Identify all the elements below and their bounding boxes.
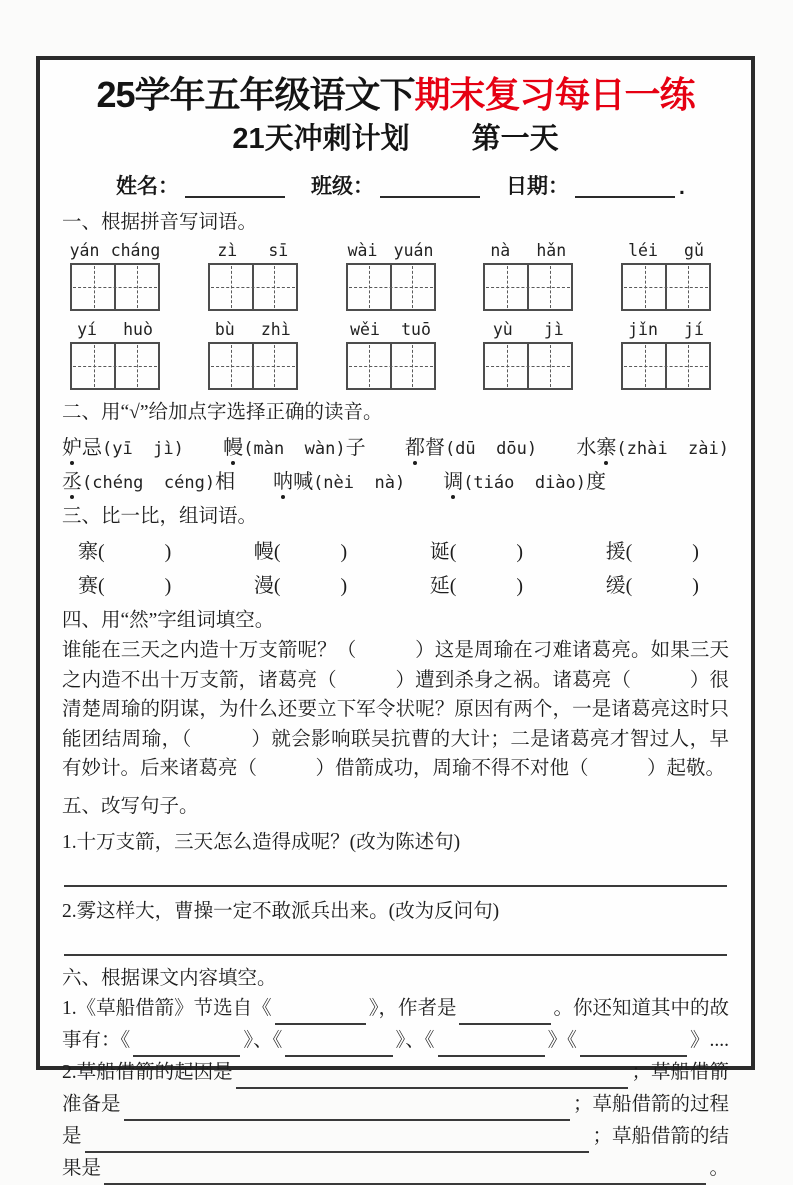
fill-text: 1.《草船借箭》节选自《 (62, 997, 272, 1019)
hanzi-char: 幔 (253, 541, 274, 564)
paren-open: ( (625, 575, 633, 598)
paren-close: ) (340, 575, 348, 598)
trailing-period: . (679, 176, 685, 200)
answer-line-1[interactable] (64, 884, 727, 887)
pinyin-syllable: jí (684, 319, 704, 339)
pinyin-options: (yī jì) (102, 438, 184, 459)
fill-blank[interactable] (133, 1031, 240, 1057)
name-blank[interactable] (185, 174, 285, 198)
section-5 (62, 794, 729, 956)
word-compare-item (254, 569, 347, 598)
pronunciation-item[interactable] (405, 431, 537, 460)
hanzi-char: 赛 (78, 575, 98, 598)
subtitle-plan-text: 21天冲刺计划 (232, 123, 410, 156)
fill-in-paragraph[interactable]: 谁能在三天之内造十万支箭呢？（ ）这是周瑜在刁难诸葛亮。如果三天之内造不出十万支箭，诸葛亮（ ）遭到杀身之祸。诸葛亮（ ）很清楚周瑜的阴谋，为什么还要立下军令状呢？原因有两个，一是诸葛亮这时只能团结周瑜，（ ）就会影响联吴抗曹的大计；二是诸葛亮才智过人，早有妙计。后来诸葛亮（ ）借箭成功，周瑜不得不对他（ ）起敬。 (62, 640, 729, 780)
hanzi-char: 诞 (429, 541, 450, 564)
section-6-heading: 六、根据课文内容填空。 (62, 968, 277, 990)
pinyin-syllable: jì (543, 319, 564, 339)
hanzi-char: 丞 (62, 465, 82, 494)
paren-close: ) (692, 541, 699, 564)
fill-text: 》、《 (395, 1029, 435, 1051)
pronunciation-item[interactable] (62, 431, 184, 460)
pinyin-label (477, 241, 579, 260)
fill-blank[interactable] (438, 1031, 545, 1057)
title-black-text: 25学年五年级语文下 (96, 74, 415, 115)
pinyin-syllable: sī (268, 240, 289, 260)
pronunciation-item[interactable] (576, 431, 729, 460)
worksheet-page (36, 56, 755, 1179)
fill-blank[interactable] (124, 1095, 570, 1121)
fill-blank[interactable] (459, 999, 550, 1025)
fill-text: 》、《 (243, 1029, 283, 1051)
pinyin-word (340, 320, 442, 390)
pinyin-syllable: wài (347, 240, 378, 260)
grid-line (486, 287, 570, 288)
pinyin-syllable: jǐn (628, 319, 658, 339)
pinyin-word (340, 241, 442, 311)
hanzi-char: 寨 (596, 431, 616, 460)
paren-open: ( (273, 575, 281, 598)
pinyin-syllable: yí (77, 319, 97, 339)
class-label: 班级： (311, 175, 374, 199)
grid-line (211, 287, 295, 288)
pinyin-word (477, 320, 579, 390)
paren-open: ( (98, 575, 105, 598)
hanzi-char: 喊 (293, 470, 314, 493)
fill-text: ；草船借箭的过程 (572, 1093, 729, 1115)
pinyin-options: (tiáo diào) (463, 472, 587, 493)
word-compare-item (254, 535, 347, 564)
pinyin-options: (chéng céng) (82, 472, 216, 493)
fill-text: 》《 (547, 1029, 577, 1051)
pronunciation-choice-area (62, 431, 729, 494)
subtitle-day-text: 第一天 (471, 123, 559, 156)
fill-text: 果是 (62, 1157, 102, 1179)
hanzi-char: 都 (405, 431, 425, 460)
fill-line (62, 1089, 729, 1121)
grid-line (486, 366, 570, 367)
grid-line (73, 287, 157, 288)
fill-text: 》.... (690, 1029, 730, 1051)
pinyin-syllable: zì (217, 240, 238, 260)
fill-text: ；草船借箭的结 (592, 1125, 729, 1147)
answer-line-2[interactable] (64, 953, 727, 956)
writing-box[interactable] (70, 263, 160, 311)
hanzi-char: 幔 (223, 431, 243, 460)
pinyin-word (64, 241, 166, 311)
pinyin-syllable: tuō (401, 319, 431, 339)
hanzi-char: 缓 (605, 575, 626, 598)
fill-text: 。 (709, 1157, 729, 1179)
pinyin-syllable: yù (492, 319, 513, 339)
date-blank[interactable] (575, 174, 675, 198)
hanzi-char: 呐 (273, 465, 293, 494)
grid-line (73, 366, 157, 367)
fill-blank[interactable] (236, 1063, 629, 1089)
section-1 (62, 210, 729, 389)
section-6 (62, 966, 729, 1184)
pinyin-word (477, 241, 579, 311)
pronunciation-item[interactable] (223, 431, 365, 460)
pinyin-label (615, 320, 717, 339)
fill-line (62, 993, 729, 1025)
paren-open: ( (625, 541, 633, 564)
pinyin-syllable: yuán (393, 240, 434, 260)
fill-blank[interactable] (85, 1127, 590, 1153)
fill-line (62, 1121, 729, 1153)
pronunciation-line (62, 431, 729, 460)
writing-box[interactable] (346, 342, 436, 390)
title-red-text: 期末复习每日一练 (414, 74, 695, 115)
class-blank[interactable] (380, 174, 480, 198)
paren-close: ) (692, 575, 699, 598)
pinyin-syllable: léi (628, 240, 658, 260)
writing-box[interactable] (346, 263, 436, 311)
pinyin-options: (zhài zài) (616, 438, 729, 459)
fill-blank[interactable] (275, 999, 366, 1025)
pronunciation-line (62, 465, 729, 494)
section-2-heading: 二、用“√”给加点字选择正确的读音。 (62, 401, 383, 423)
section-2 (62, 400, 729, 494)
section-5-heading: 五、改写句子。 (62, 795, 199, 817)
fill-text: 事有：《 (62, 1029, 131, 1051)
grid-line (349, 287, 433, 288)
section-3 (62, 504, 729, 598)
pinyin-label (202, 241, 304, 260)
pinyin-word (615, 320, 717, 390)
pinyin-syllable: gǔ (684, 240, 704, 260)
pinyin-syllable: cháng (110, 240, 161, 260)
paren-close: ) (164, 541, 172, 564)
pinyin-options: (màn wàn) (243, 438, 346, 459)
pinyin-label (477, 320, 579, 339)
fill-line (62, 1057, 729, 1089)
pinyin-word (202, 320, 304, 390)
hanzi-char: 督 (424, 436, 445, 459)
pinyin-writing-area (62, 241, 729, 390)
pinyin-word (202, 241, 304, 311)
fill-line (62, 1025, 729, 1057)
pronunciation-item[interactable] (273, 465, 405, 494)
fill-text: 2.草船借箭的起因是 (62, 1061, 233, 1083)
hanzi-char: 援 (605, 541, 626, 564)
pinyin-options: (nèi nà) (313, 472, 406, 493)
text-fill-area (62, 993, 729, 1185)
grid-line (624, 366, 708, 367)
grid-line (624, 287, 708, 288)
section-4-heading: 四、用“然”字组词填空。 (62, 610, 275, 632)
pinyin-label (340, 241, 442, 260)
writing-box[interactable] (208, 263, 298, 311)
fill-text: ；草船借箭 (631, 1061, 729, 1083)
word-compare-area (62, 535, 729, 598)
pinyin-syllable: bù (214, 319, 235, 339)
pinyin-syllable: yán (69, 240, 100, 260)
pronunciation-item[interactable] (443, 465, 606, 494)
paren-close: ) (516, 575, 524, 598)
pinyin-label (615, 241, 717, 260)
grid-line (349, 366, 433, 367)
pinyin-row (62, 320, 729, 390)
fill-text: 。你还知道其中的故 (553, 997, 730, 1019)
fill-line (62, 1153, 729, 1185)
fill-text: 准备是 (62, 1093, 121, 1115)
paren-close: ) (340, 541, 348, 564)
word-compare-item (606, 569, 699, 598)
section-1-heading: 一、根据拼音写词语。 (62, 212, 258, 234)
word-compare-item (78, 569, 171, 598)
pronunciation-item[interactable] (62, 465, 235, 494)
rewrite-sentence-2: 2.雾这样大，曹操一定不敢派兵出来。(改为反问句) (62, 901, 500, 923)
pinyin-syllable: wěi (350, 319, 380, 339)
pinyin-word (615, 241, 717, 311)
section-4 (62, 608, 729, 784)
pinyin-options: (dū dōu) (444, 438, 538, 459)
word-compare-row (62, 535, 729, 564)
hanzi-char: 寨 (78, 541, 98, 564)
pinyin-label (340, 320, 442, 339)
rewrite-sentence-1: 1.十万支箭，三天怎么造得成呢？(改为陈述句) (62, 832, 461, 854)
section-3-heading: 三、比一比，组词语。 (62, 505, 258, 527)
writing-box[interactable] (621, 342, 711, 390)
fill-blank[interactable] (285, 1031, 392, 1057)
hanzi-char: 调 (443, 465, 463, 494)
hanzi-char: 度 (586, 470, 607, 493)
date-label: 日期： (506, 175, 569, 199)
word-compare-item (430, 569, 523, 598)
fill-blank[interactable] (580, 1031, 687, 1057)
hanzi-char: 水 (576, 436, 597, 459)
grid-line (211, 366, 295, 367)
pinyin-syllable: huò (123, 319, 153, 339)
paren-close: ) (164, 575, 172, 598)
page-subtitle (62, 122, 729, 157)
word-compare-item (78, 535, 171, 564)
page-title (62, 74, 729, 115)
hanzi-char: 忌 (82, 436, 102, 459)
fill-text: 是 (62, 1125, 82, 1147)
pinyin-word (64, 320, 166, 390)
paren-open: ( (449, 575, 457, 598)
paren-open: ( (449, 541, 457, 564)
writing-box[interactable] (483, 342, 573, 390)
paren-open: ( (98, 541, 105, 564)
word-compare-row (62, 569, 729, 598)
fill-text: 》，作者是 (368, 997, 457, 1019)
name-label: 姓名： (116, 175, 179, 199)
pinyin-label (202, 320, 304, 339)
pinyin-label (64, 320, 166, 339)
word-compare-item (430, 535, 523, 564)
hanzi-char: 延 (429, 575, 450, 598)
pinyin-label (64, 241, 166, 260)
pinyin-syllable: hǎn (536, 240, 567, 260)
writing-box[interactable] (483, 263, 573, 311)
fill-blank[interactable] (104, 1159, 706, 1185)
student-info-row (116, 170, 729, 200)
writing-box[interactable] (208, 342, 298, 390)
hanzi-char: 相 (215, 470, 236, 493)
word-compare-item (606, 535, 699, 564)
hanzi-char: 子 (345, 436, 366, 459)
hanzi-char: 妒 (62, 431, 82, 460)
pinyin-syllable: zhì (260, 319, 291, 339)
writing-box[interactable] (70, 342, 160, 390)
writing-box[interactable] (621, 263, 711, 311)
hanzi-char: 漫 (253, 575, 274, 598)
paren-open: ( (273, 541, 281, 564)
pinyin-row (62, 241, 729, 311)
paren-close: ) (516, 541, 524, 564)
pinyin-syllable: nà (490, 240, 511, 260)
